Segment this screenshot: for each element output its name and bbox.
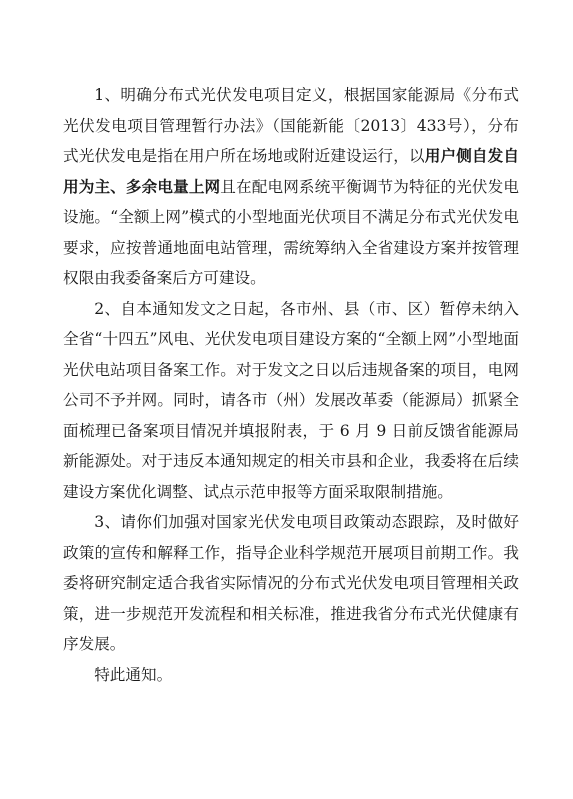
paragraph-text: 3、请你们加强对国家光伏发电项目政策动态跟踪，及时做好政策的宣传和解释工作，指导企业科学规范开展项目前期工作。我委将研究制定适合我省实际情况的分布式光伏发电项目管理相关政策，进一步规范开发流程和相关标准，推进我省分布式光伏健康有序发展。 bbox=[63, 513, 519, 653]
paragraph-policy bbox=[63, 507, 519, 660]
paragraph-emphasis: 用户侧自发自用为主、多余电量上网 bbox=[63, 147, 519, 196]
paragraph-text: 且在配电网系统平衡调节为特征的光伏发电设施。“全额上网”模式的小型地面光伏项目不满足分布式光伏发电要求，应按普通地面电站管理，需统筹纳入全省建设方案并按管理权限由我委备案后方可建设。 bbox=[63, 177, 519, 287]
document-body bbox=[63, 80, 519, 690]
paragraph-text: 1、明确分布式光伏发电项目定义，根据国家能源局《分布式光伏发电项目管理暂行办法》（国能新能〔2013〕433号），分布式光伏发电是指在用户所在场地或附近建设运行，以 bbox=[63, 86, 519, 165]
paragraph-definition bbox=[63, 80, 519, 294]
paragraph-text: 特此通知。 bbox=[94, 665, 173, 684]
paragraph-closing bbox=[63, 660, 519, 691]
paragraph-suspension bbox=[63, 294, 519, 508]
paragraph-text: 2、自本通知发文之日起，各市州、县（市、区）暂停未纳入全省“十四五”风电、光伏发电项目建设方案的“全额上网”小型地面光伏电站项目备案工作。对于发文之日以后违规备案的项目，电网公司不予并网。同时，请各市（州）发展改革委（能源局）抓紧全面梳理已备案项目情况并填报附表，于 6 月 9 日前反馈省能源局新能源处。对于违反本通知规定的相关市县和企业，我委将在后续建设方案优化调整、试点示范申报等方面采取限制措施。 bbox=[63, 299, 519, 501]
